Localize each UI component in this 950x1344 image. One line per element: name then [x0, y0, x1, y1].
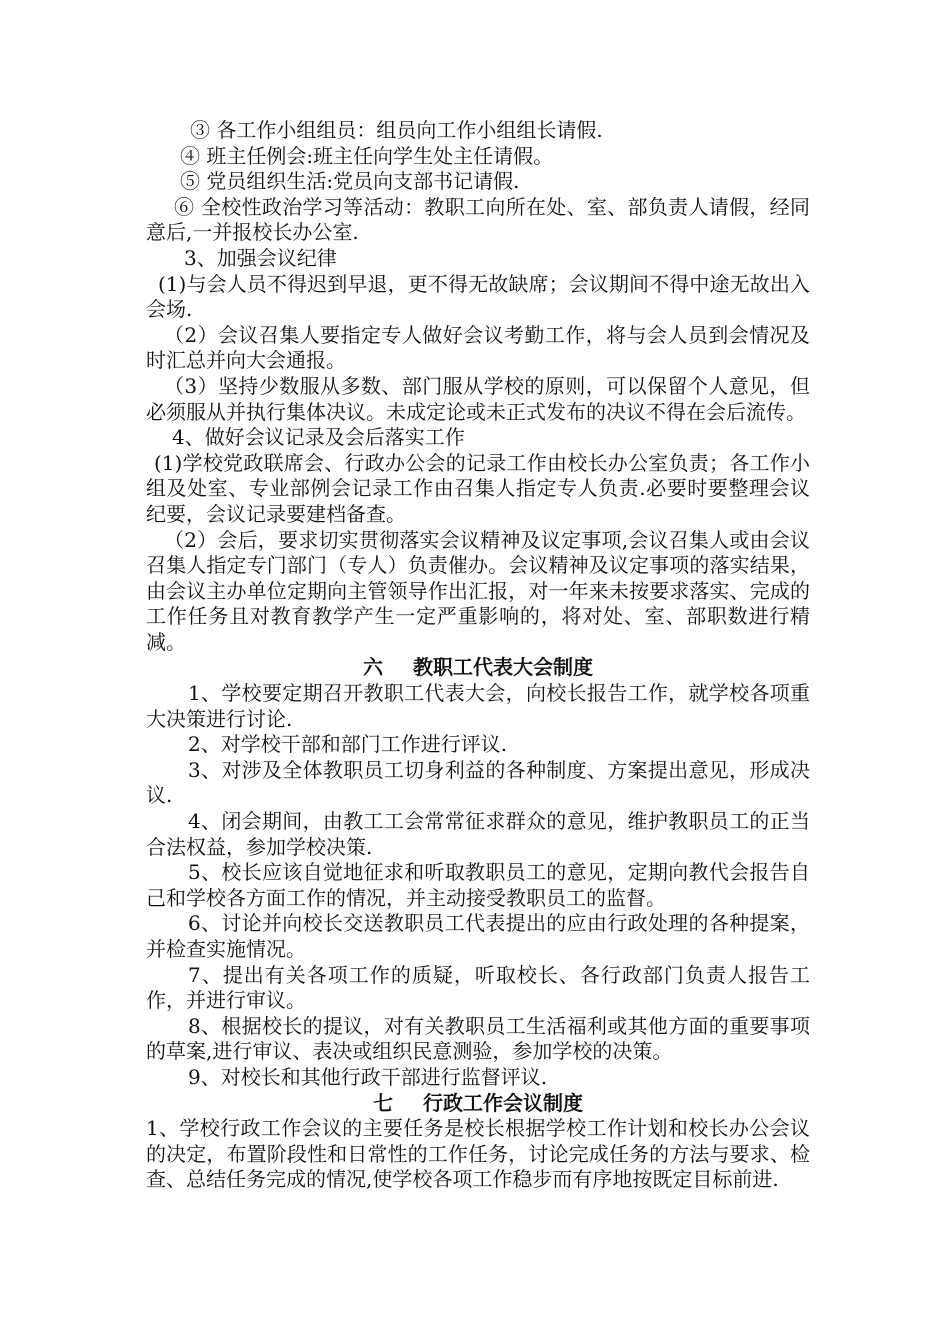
section7-item-1: 1、学校行政工作会议的主要任务是校长根据学校工作计划和校长办公会议的决定，布置阶段性和日常性的工作任务，讨论完成任务的方法与要求、检查、总结任务完成的情况,使学校各项工作稳步而有序地按既定目标前进.	[146, 1116, 810, 1192]
section6-item-7: 7、提出有关各项工作的质疑，听取校长、各行政部门负责人报告工作，并进行审议。	[146, 962, 810, 1013]
section6-item-1: 1、学校要定期召开教职工代表大会，向校长报告工作，就学校各项重大决策进行讨论.	[146, 681, 810, 731]
section-title: 行政工作会议制度	[423, 1090, 583, 1115]
subheading-meeting-discipline: 3、加强会议纪律	[184, 245, 337, 270]
section6-item-9: 9、对校长和其他行政干部进行监督评议.	[188, 1064, 548, 1089]
section6-item-4: 4、闭会期间，由教工工会常常征求群众的意见，维护教职员工的正当合法权益，参加学校决策.	[146, 809, 810, 859]
section-number: 六	[363, 655, 383, 680]
paragraph-discipline-1: (1)与会人员不得迟到早退，更不得无故缺席；会议期间不得中途无故出入会场.	[146, 271, 810, 322]
document-page	[146, 118, 810, 1193]
section6-item-3: 3、对涉及全体教职员工切身利益的各种制度、方案提出意见，形成决议.	[146, 757, 810, 808]
section-heading-6	[146, 655, 810, 681]
paragraph-leave-item-3: ③ 各工作小组组员：组员向工作小组组长请假.	[190, 118, 603, 142]
section6-item-5: 5、校长应该自觉地征求和听取教职员工的意见，定期向教代会报告自己和学校各方面工作的情况，并主动接受教职员工的监督。	[146, 860, 810, 910]
paragraph-records-1: (1)学校党政联席会、行政办公会的记录工作由校长办公室负责；各工作小组及处室、专业部例会记录工作由召集人指定专人负责.必要时要整理会议纪要，会议记录要建档备查。	[146, 450, 810, 526]
section6-item-2: 2、对学校干部和部门工作进行评议.	[188, 732, 508, 757]
paragraph-leave-item-6: ⑥ 全校性政治学习等活动：教职工向所在处、室、部负责人请假，经同意后,一并报校长办公室.	[146, 194, 810, 245]
paragraph-leave-item-5: ⑤ 党员组织生活:党员向支部书记请假.	[180, 169, 520, 194]
section-title: 教职工代表大会制度	[413, 655, 593, 680]
section6-item-8: 8、根据校长的提议，对有关教职员工生活福利或其他方面的重要事项的草案,进行审议、表决或组织民意测验，参加学校的决策。	[146, 1013, 810, 1064]
paragraph-discipline-3: （3）坚持少数服从多数、部门服从学校的原则，可以保留个人意见，但必须服从并执行集体决议。未成定论或未正式发布的决议不得在会后流传。	[146, 373, 810, 424]
paragraph-records-2: （2）会后，要求切实贯彻落实会议精神及议定事项,会议召集人或由会议召集人指定专门部门（专人）负责催办。会议精神及议定事项的落实结果，由会议主办单位定期向主管领导作出汇报，对一年来未按要求落实、完成的工作任务且对教育教学产生一定严重影响的，将对处、室、部职数进行精减。	[146, 527, 810, 654]
section6-item-6: 6、讨论并向校长交送教职员工代表提出的应由行政处理的各种提案，并检查实施情况。	[146, 911, 810, 961]
paragraph-leave-item-4: ④ 班主任例会:班主任向学生处主任请假。	[180, 143, 554, 168]
section-number: 七	[373, 1090, 393, 1115]
section-heading-7	[146, 1091, 810, 1117]
paragraph-discipline-2: （2）会议召集人要指定专人做好会议考勤工作，将与会人员到会情况及时汇总并向大会通报。	[146, 322, 810, 373]
subheading-meeting-records: 4、做好会议记录及会后落实工作	[172, 425, 465, 450]
